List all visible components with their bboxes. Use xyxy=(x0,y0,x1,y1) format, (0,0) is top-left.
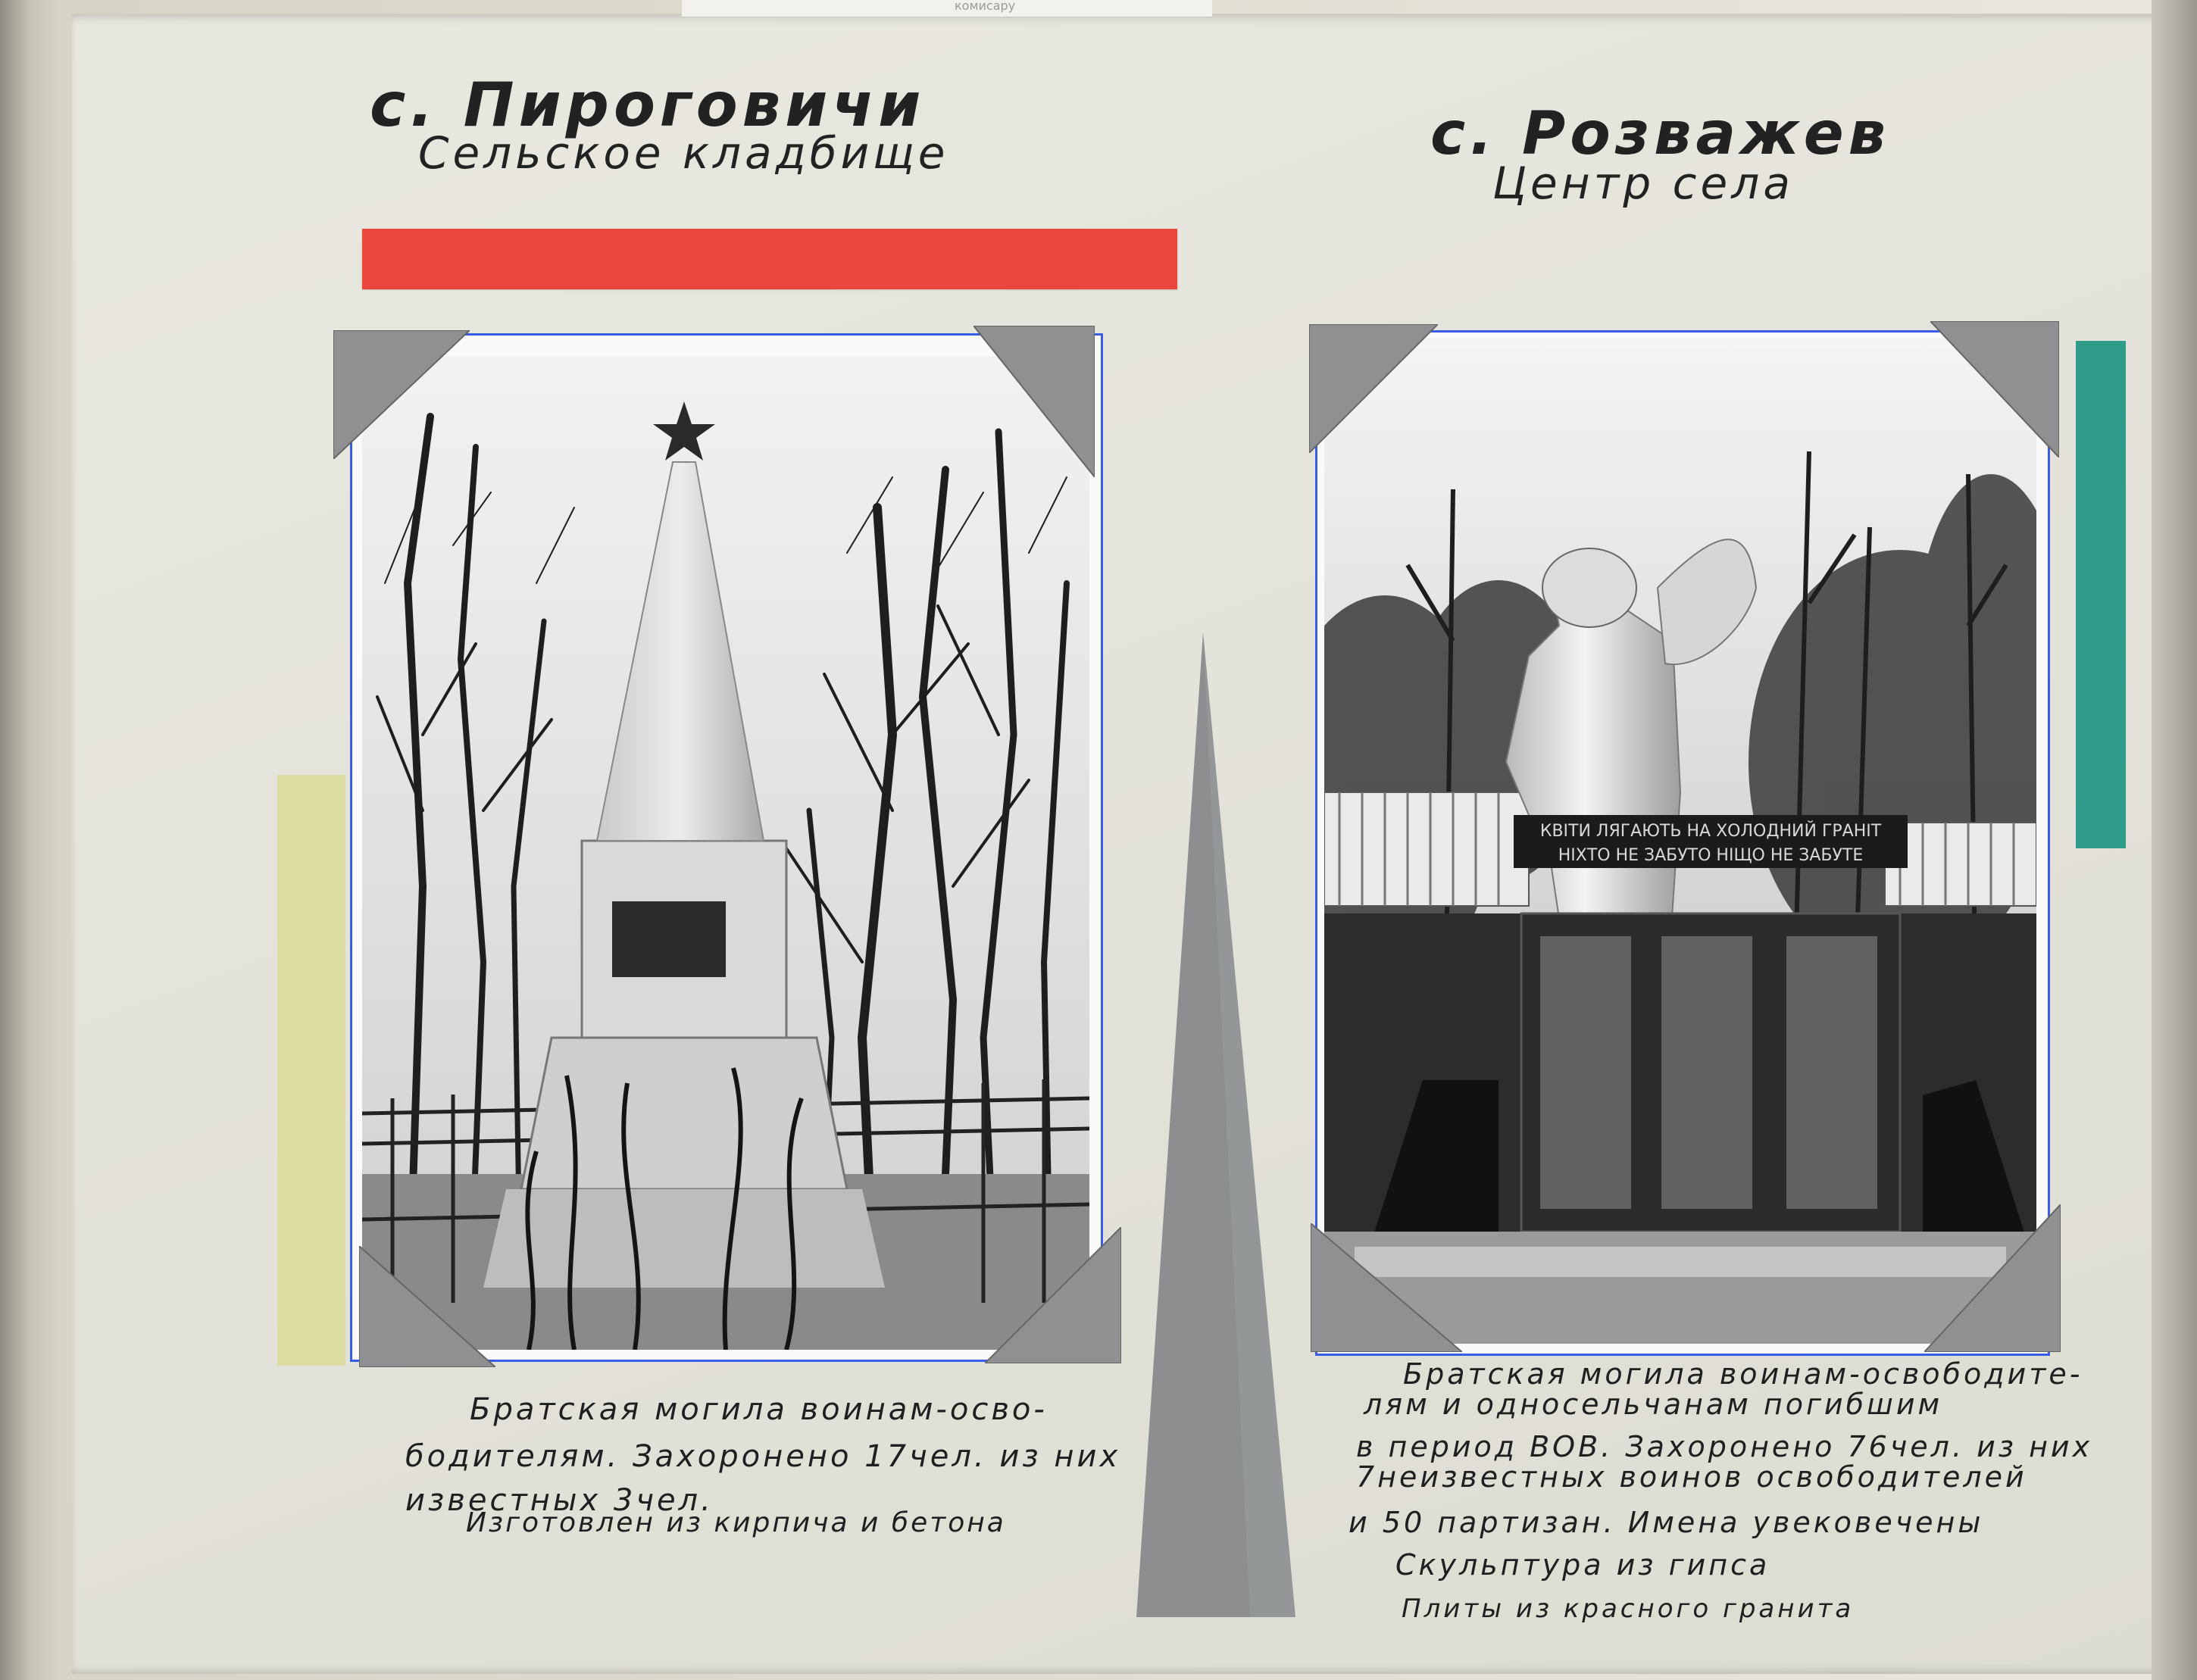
left-village-title: с. Пироговичи xyxy=(370,70,926,140)
photo-corner-top-left xyxy=(1309,324,1438,453)
photo-corner-bottom-left xyxy=(359,1246,495,1367)
left-caption-line-1: Братская могила воинам-осво- xyxy=(470,1392,1048,1427)
left-location-subtitle: Сельское кладбище xyxy=(418,127,949,179)
left-caption-line-2: бодителям. Захоронено 17чел. из них xyxy=(405,1439,1121,1474)
grey-triangle-divider xyxy=(1136,632,1303,1632)
photo-corner-top-left xyxy=(333,330,470,459)
yellow-paper-strip xyxy=(277,775,345,1366)
photo-corner-bottom-right xyxy=(1924,1204,2061,1352)
top-paper-scrap xyxy=(682,0,1212,17)
photo-corner-bottom-left xyxy=(1311,1223,1462,1352)
album-cover-edge xyxy=(2152,0,2197,1680)
photo-corner-top-right xyxy=(1930,321,2059,457)
left-caption-line-3: известных 3чел. xyxy=(405,1483,714,1518)
teal-paper-strip xyxy=(2076,341,2126,848)
right-caption-line-4: 7неизвестных воинов освободителей xyxy=(1356,1460,2027,1494)
photo-corner-top-right xyxy=(973,326,1095,477)
right-village-title: с. Розважев xyxy=(1430,100,1890,168)
right-caption-line-5: и 50 партизан. Имена увековечены xyxy=(1349,1506,1984,1539)
right-photo-soldier-monument xyxy=(1324,338,2036,1344)
right-caption-line-7: Плиты из красного гранита xyxy=(1402,1594,1855,1624)
photo-corner-bottom-right xyxy=(985,1227,1121,1363)
plaque-line-1: КВІТИ ЛЯГАЮТЬ НА ХОЛОДНИЙ ГРАНІТ xyxy=(1539,822,1882,841)
left-caption-line-4: Изготовлен из кирпича и бетона xyxy=(466,1507,1006,1538)
right-caption-line-2: лям и односельчанам погибшим xyxy=(1364,1388,1943,1421)
right-caption-line-6: Скульптура из гипса xyxy=(1395,1548,1770,1582)
red-paper-strip xyxy=(362,229,1177,289)
left-photo-obelisk xyxy=(362,356,1089,1350)
plaque-line-2: НІХТО НЕ ЗАБУТО НІЩО НЕ ЗАБУТЕ xyxy=(1558,846,1864,865)
top-paper-text: комисару xyxy=(955,0,1016,13)
right-location-subtitle: Центр села xyxy=(1492,158,1794,209)
right-caption-line-1: Братская могила воинам-освободите- xyxy=(1403,1357,2083,1391)
right-caption-line-3: в период ВОВ. Захоронено 76чел. из них xyxy=(1356,1430,2093,1463)
